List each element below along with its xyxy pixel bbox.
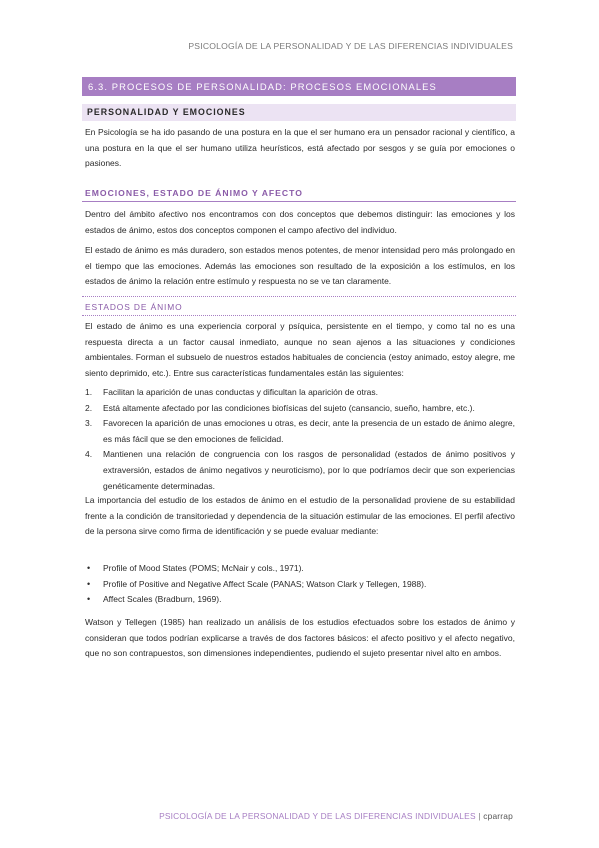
- paragraph-estados-3: Watson y Tellegen (1985) han realizado un análisis de los estudios efectuados sobre los estados de ánimo y consideran que todos podrían explicarse a través de dos factores básicos: el afecto positivo y el afecto negativo, que no son contrapuestos, son dimensiones independientes, pudiendo el sujeto presentar nivel alto en ambos.: [85, 617, 515, 659]
- heading-emociones-rule: [82, 201, 516, 202]
- heading-estados-rule-top: [82, 296, 516, 297]
- bullet-icon: •: [87, 594, 91, 605]
- list-item-text: Facilitan la aparición de unas conductas y dificultan la aparición de otras.: [103, 387, 378, 397]
- section-title-bar: 6.3. PROCESOS DE PERSONALIDAD: PROCESOS EMOCIONALES: [82, 77, 516, 96]
- list-item: [85, 447, 515, 494]
- paragraph-emociones-1: Dentro del ámbito afectivo nos encontramos con dos conceptos que debemos distinguir: las emociones y los estados de ánimo, estos dos conceptos componen el campo afectivo del individuo.: [85, 209, 515, 235]
- list-item: [85, 401, 515, 417]
- list-item-text: Profile of Positive and Negative Affect Scale (PANAS; Watson Clark y Tellegen, 1988).: [103, 578, 427, 589]
- heading-emociones: EMOCIONES, ESTADO DE ÁNIMO Y AFECTO: [85, 188, 303, 198]
- list-item-number: 4.: [85, 449, 93, 460]
- heading-estados-rule-bottom: [82, 315, 516, 316]
- list-item: [85, 416, 515, 447]
- paragraph-estados-1: El estado de ánimo es una experiencia corporal y psíquica, persistente en el tiempo, y como tal no es una respuesta directa a un factor causal inmediato, aunque no sean ajenos a las situaciones y condiciones ambientales. Forman el subsuelo de nuestros estados habituales de conciencia (estoy animado, estoy alegre, me siento deprimido, etc.). Entre sus características fundamentales están las siguientes:: [85, 321, 515, 378]
- footer-author: cparrap: [483, 811, 513, 821]
- list-item-number: 2.: [85, 402, 93, 413]
- list-item-text: Profile of Mood States (POMS; McNair y cols., 1971).: [103, 563, 304, 573]
- list-item: [85, 592, 515, 608]
- paragraph-estados-2: La importancia del estudio de los estados de ánimo en el estudio de la personalidad proviene de su estabilidad frente a la condición de transitoriedad y dependencia de la situación estimular de las emociones. El perfil afectivo de la persona sirve como firma de identificación y se puede evaluar mediante:: [85, 495, 515, 537]
- heading-estados: ESTADOS DE ÁNIMO: [85, 302, 183, 312]
- list-item: [85, 577, 515, 593]
- bullet-icon: •: [87, 578, 91, 589]
- list-item-number: 3.: [85, 418, 93, 429]
- list-item-text: Favorecen la aparición de unas emociones u otras, es decir, ante la presencia de un estado de ánimo alegre, es más fácil que se den emociones de felicidad.: [103, 418, 515, 444]
- list-item-number: 1.: [85, 387, 93, 397]
- list-item-text: Affect Scales (Bradburn, 1969).: [103, 594, 222, 605]
- characteristics-list: [85, 385, 515, 494]
- list-item-text: Mantienen una relación de congruencia con los rasgos de personalidad (estados de ánimo positivos y extraversión, estados de ánimo negativos y neuroticismo), por lo que podríamos decir que son experiencias genéticamente determinadas.: [103, 449, 515, 491]
- footer-title: PSICOLOGÍA DE LA PERSONALIDAD Y DE LAS DIFERENCIAS INDIVIDUALES: [159, 811, 476, 821]
- running-header: PSICOLOGÍA DE LA PERSONALIDAD Y DE LAS DIFERENCIAS INDIVIDUALES: [188, 41, 513, 51]
- list-item: [85, 561, 515, 577]
- paragraph-emociones-2: El estado de ánimo es más duradero, son estados menos potentes, de menor intensidad pero más prolongado en el tiempo que las emociones. Además las emociones son resultado de la exposición a los estímulos, en los estados de ánimo la relación entre estímulo y respuesta no se ve tan claramente.: [85, 245, 515, 287]
- list-item: [85, 385, 515, 401]
- paragraph-personalidad: En Psicología se ha ido pasando de una postura en la que el ser humano era un pensador racional y científico, a una postura en la que el ser humano utiliza heurísticos, está afectado por sesgos y se guía por emociones o pasiones.: [85, 127, 515, 169]
- instruments-list: [85, 561, 515, 608]
- footer: [159, 811, 513, 821]
- list-item-text: Está altamente afectado por las condiciones biofísicas del sujeto (cansancio, sueño, hambre, etc.).: [103, 402, 475, 413]
- bullet-icon: •: [87, 563, 91, 573]
- subsection-title-personalidad: PERSONALIDAD Y EMOCIONES: [82, 104, 516, 121]
- footer-separator: |: [478, 811, 481, 821]
